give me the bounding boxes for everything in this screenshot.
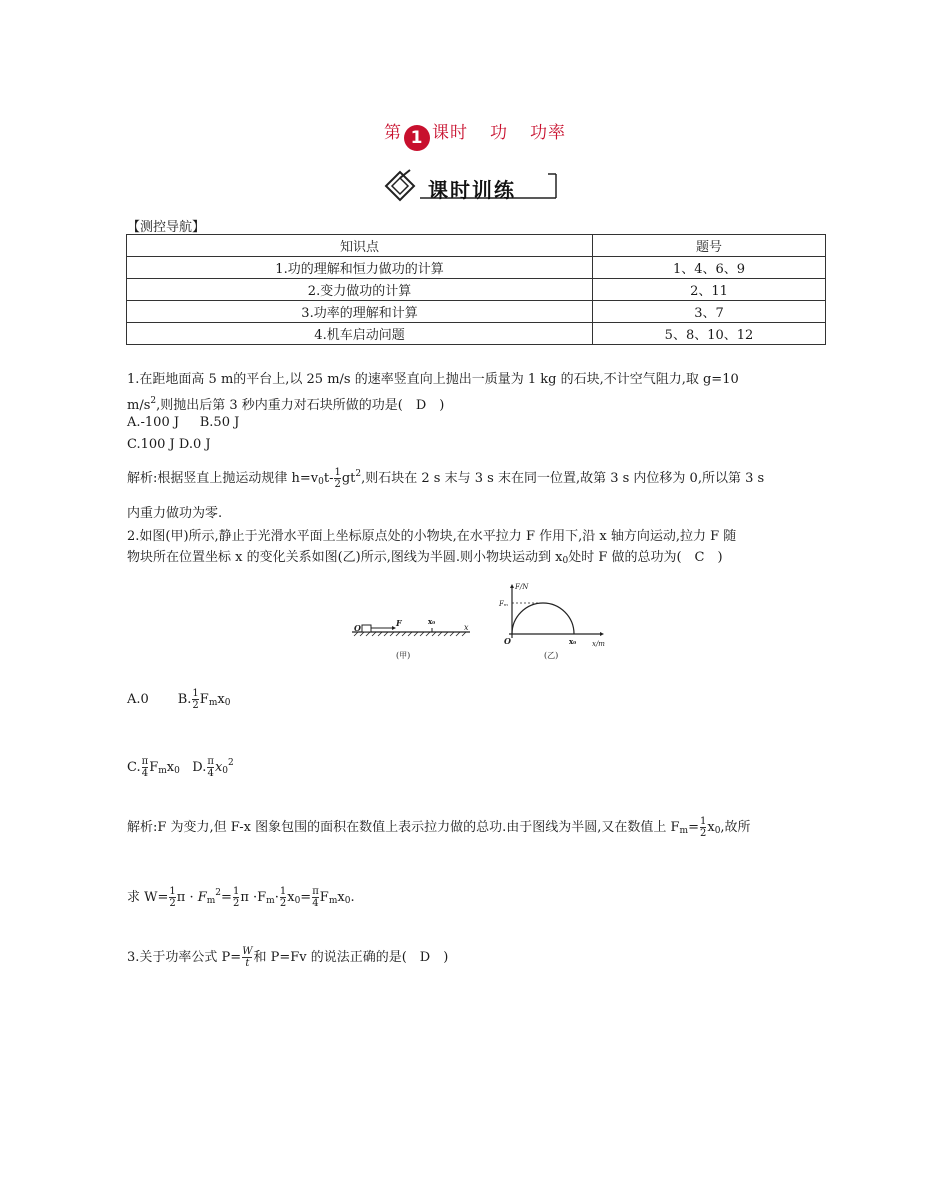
q2-option-b: B. $\frac{1}{2}$ $F_mx_0$ [177, 688, 231, 711]
figure-jia-x: x [464, 623, 469, 632]
nav-cell-topic: 3.功率的理解和计算 [127, 301, 593, 323]
q2-option-a: A.0 [127, 692, 149, 707]
figure-yi-xlabel: x/m [592, 640, 605, 648]
figure-jia-force: F [396, 618, 402, 628]
figure-jia-origin: O [354, 623, 361, 633]
table-row [127, 279, 826, 301]
nav-cell-numbers: 3、7 [593, 301, 826, 323]
nav-label: 【测控导航】 [127, 220, 206, 235]
figure-yi-fm: Fₘ [499, 600, 509, 608]
figure-jia [352, 617, 470, 660]
training-banner [380, 166, 560, 202]
q1-option-c: C.100 J [127, 437, 175, 452]
figure-yi-label: (乙) [544, 651, 559, 660]
figure-yi [498, 583, 605, 660]
q2-analysis-line1: 解析:F 为变力,但 F-x 图象包围的面积在数值上表示拉力做的总功.由于图线为半圆,又在数值上 $F_m=$ $\frac{1}{2}$ $x_0$,故所 [127, 816, 751, 839]
q1-stem-line2: $m/s^2$,则抛出后第 3 秒内重力对石块所做的功是( D ) [127, 396, 445, 413]
figure-yi-x0: x₀ [569, 637, 577, 646]
figure-jia-label: (甲) [396, 651, 411, 660]
table-row [127, 301, 826, 323]
nav-cell-numbers: 5、8、10、12 [593, 323, 826, 345]
lesson-title [0, 118, 950, 151]
nav-cell-numbers: 2、11 [593, 279, 826, 301]
nav-header-numbers: 题号 [593, 235, 826, 257]
lesson-number-badge: 1 [404, 125, 430, 151]
table-row [127, 257, 826, 279]
q1-options-ab [127, 414, 239, 432]
figure-jia-x0: x₀ [428, 617, 436, 626]
figure-yi-ylabel: F/N [515, 583, 529, 591]
title-topic-1: 功 [490, 123, 508, 143]
q1-analysis-line2: 内重力做功为零. [127, 506, 223, 521]
q2-analysis-line2: 求 W= $\frac{1}{2}$ $\pi \cdot F_m^2=$ $\frac{1}{2}$ $\pi \cdot F_m\cdot$ $\frac{1}{2}$ $x_0=$ $\frac{\pi}{4}$ $F_mx_0$. [127, 886, 355, 909]
nav-cell-topic: 2.变力做功的计算 [127, 279, 593, 301]
q2-figure [344, 580, 614, 670]
figure-yi-origin: O [504, 636, 511, 646]
q2-option-d: D. $\frac{\pi}{4}$ $x_0^2$ [192, 756, 234, 779]
q2-options-cd [127, 754, 234, 780]
title-topic-2: 功率 [530, 123, 566, 143]
nav-table [126, 234, 826, 345]
q1-option-d: D.0 J [178, 437, 211, 452]
q1-stem-line1: 1.在距地面高 5 m的平台上,以 25 m/s 的速率竖直向上抛出一质量为 1 kg 的石块,不计空气阻力,取 g=10 [127, 372, 739, 387]
nav-cell-topic: 4.机车启动问题 [127, 323, 593, 345]
nav-header-topic: 知识点 [127, 235, 593, 257]
table-row [127, 323, 826, 345]
banner-text: 课时训练 [428, 178, 516, 202]
title-prefix: 第 [384, 123, 402, 143]
q1-options-cd [127, 436, 211, 454]
nav-header-row [127, 235, 826, 257]
q2-option-c: C. $\frac{\pi}{4}$ $F_mx_0$ [127, 756, 180, 779]
q1-option-a: A.-100 J [127, 415, 180, 430]
q2-stem-line2: 物块所在位置坐标 x 的变化关系如图(乙)所示,图线为半圆.则小物块运动到 $x_0$处时 F 做的总功为( C ) [127, 550, 723, 566]
q2-stem-line1: 2.如图(甲)所示,静止于光滑水平面上坐标原点处的小物块,在水平拉力 F 作用下,沿 x 轴方向运动,拉力 F 随 [127, 529, 737, 544]
q3-stem: 3.关于功率公式 P= $\frac{W}{t}$ 和 P=Fv 的说法正确的是( D ) [127, 946, 449, 969]
q1-option-b: B.50 J [199, 415, 240, 430]
q1-analysis-line1: 解析:根据竖直上抛运动规律 $h=v_0t-$ $\frac{1}{2}$ $gt^2$,则石块在 2 s 末与 3 s 末在同一位置,故第 3 s 内位移为 0,所以第 3 s [127, 467, 765, 490]
nav-cell-numbers: 1、4、6、9 [593, 257, 826, 279]
q2-options-ab [127, 688, 230, 712]
title-rest: 课时 [432, 123, 468, 143]
nav-cell-topic: 1.功的理解和恒力做功的计算 [127, 257, 593, 279]
